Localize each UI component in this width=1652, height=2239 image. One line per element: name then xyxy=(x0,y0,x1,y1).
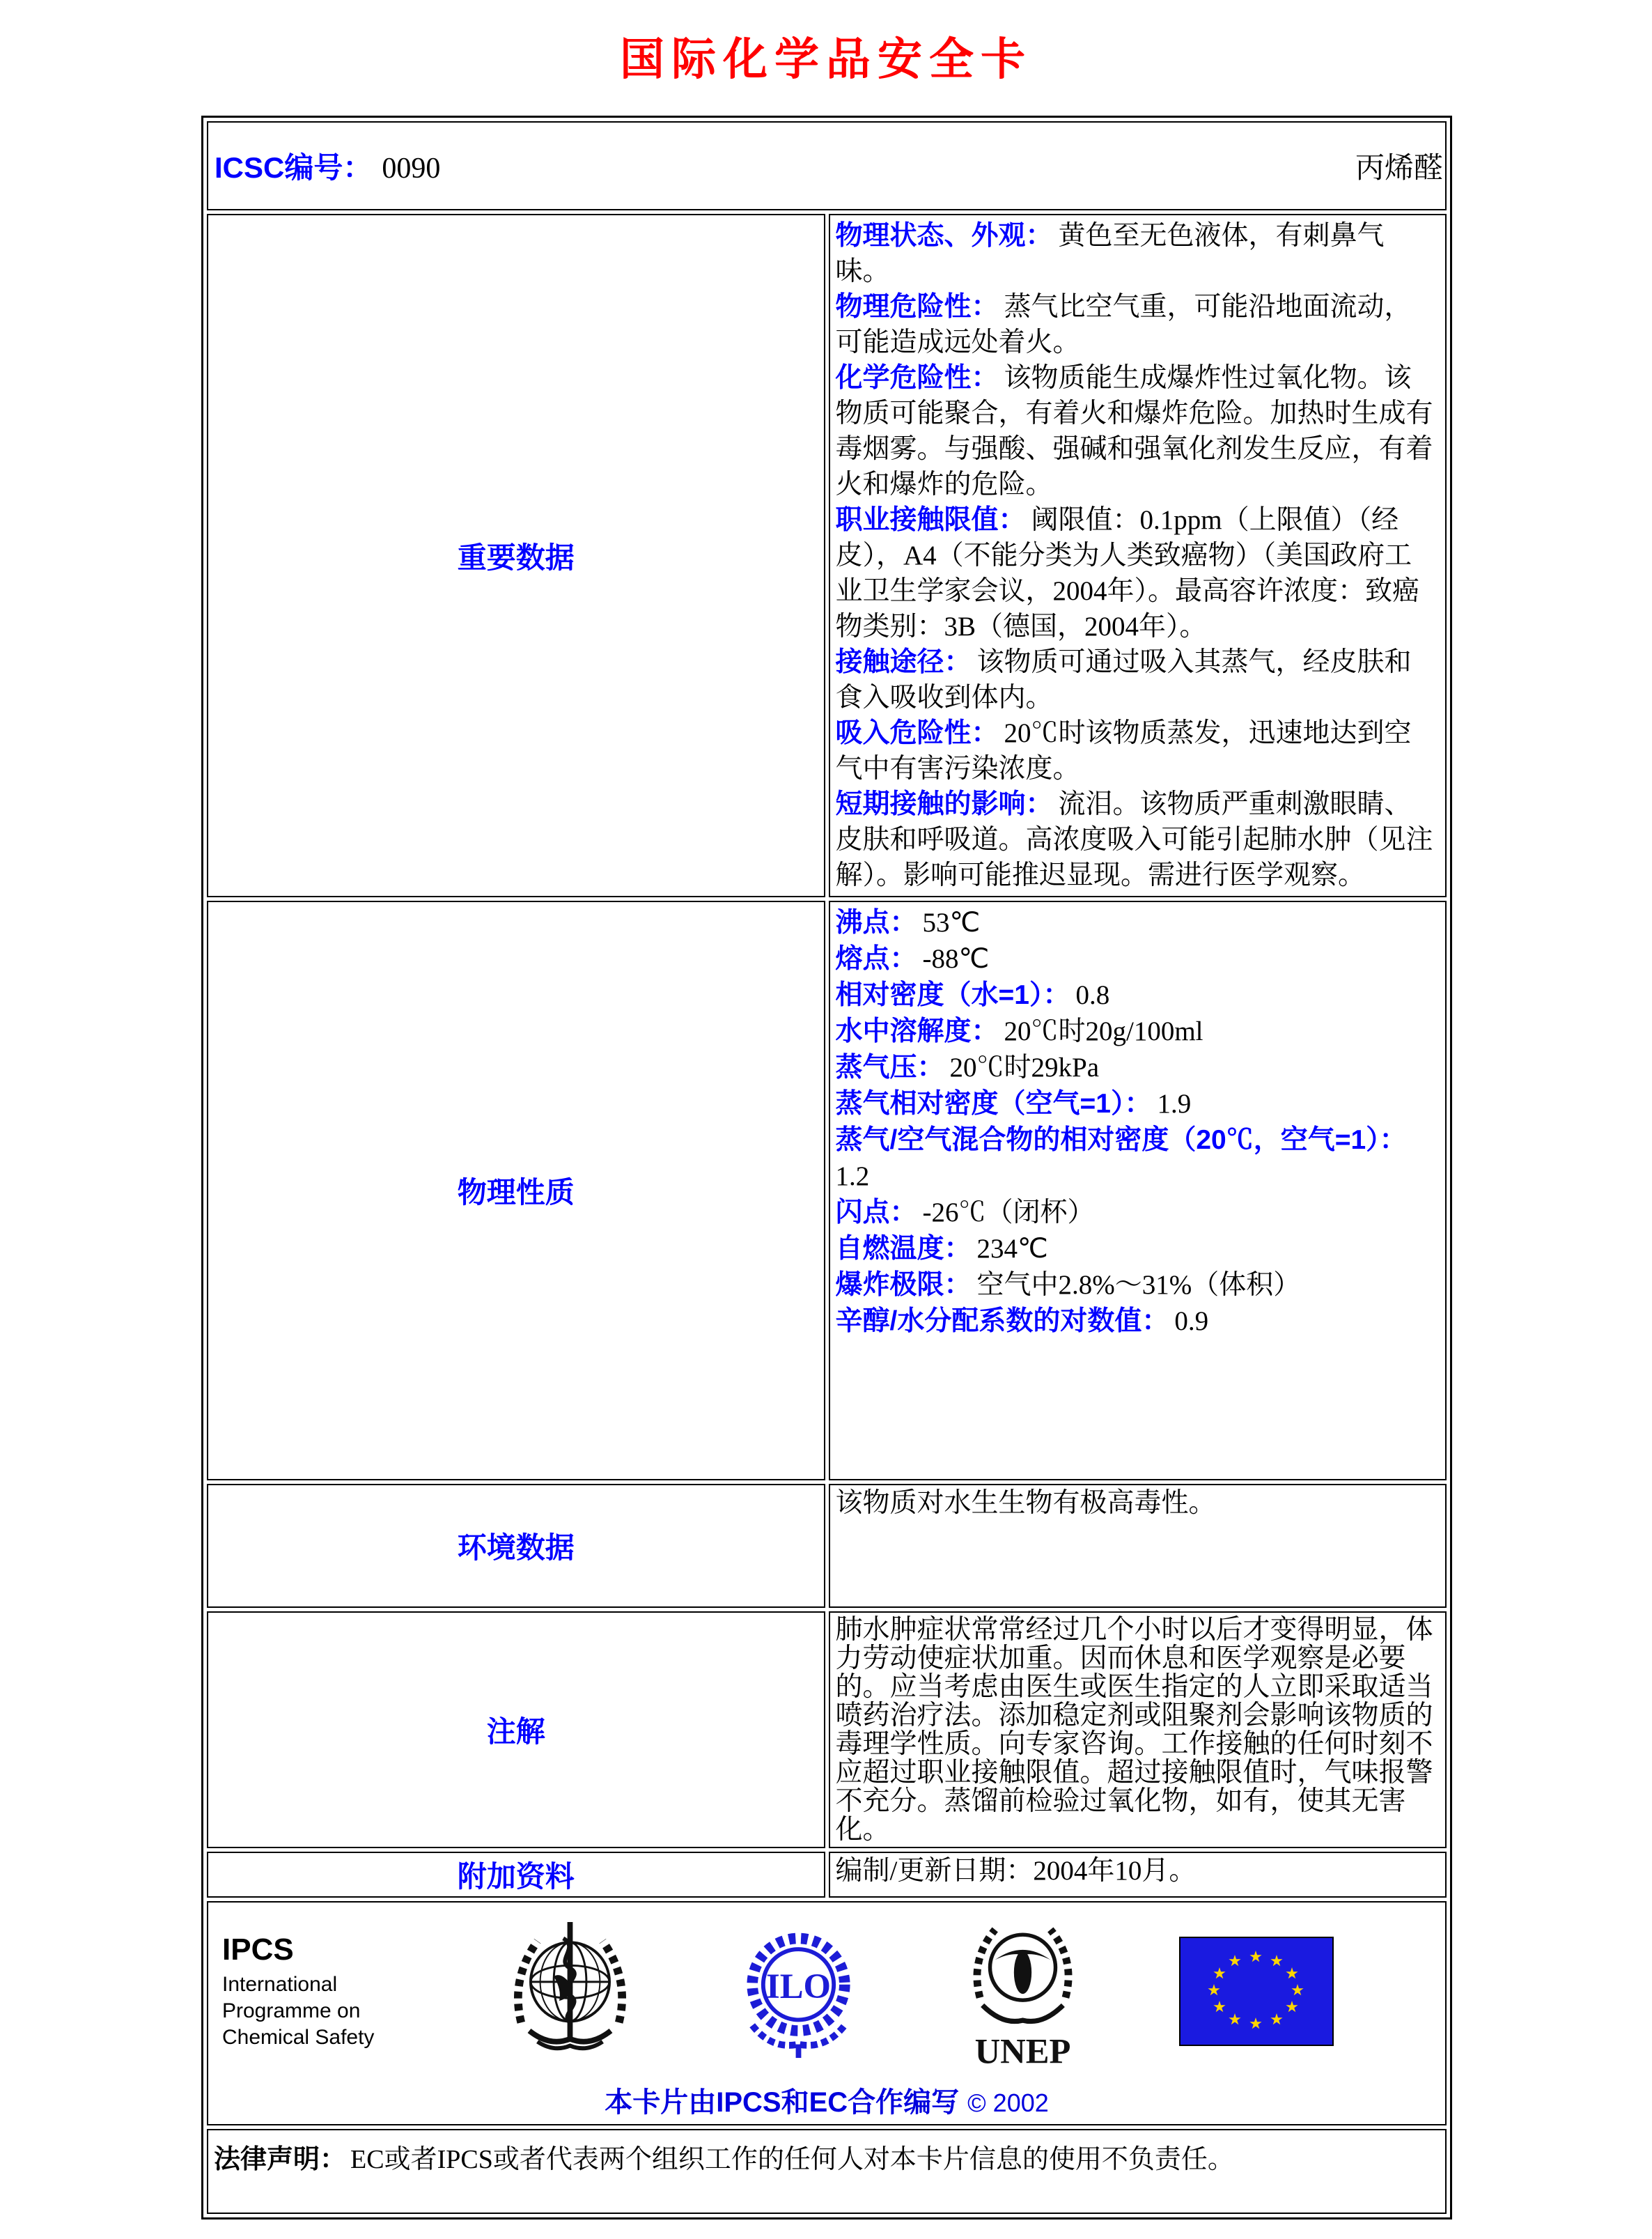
icsc-header-row xyxy=(207,121,1447,210)
field-label: 职业接触限值： xyxy=(835,505,1026,535)
credit-text: 本卡片由IPCS和EC合作编写 xyxy=(605,2087,960,2118)
svg-text:UNEP: UNEP xyxy=(974,2031,1071,2071)
field-text: 黄色至无色液体，有刺鼻气味。 xyxy=(835,221,1385,286)
field-line xyxy=(836,1267,1439,1303)
field-line xyxy=(836,1231,1439,1267)
field-text: 该物质对水生生物有极高毒性。 xyxy=(835,1488,1216,1518)
legal-text: EC或者IPCS或者代表两个组织工作的任何人对本卡片信息的使用不负责任。 xyxy=(350,2145,1234,2174)
field-text: 20℃时20g/100ml xyxy=(1004,1016,1203,1046)
field-line xyxy=(836,644,1439,715)
field-line xyxy=(836,502,1439,644)
legal-label: 法律声明： xyxy=(214,2145,347,2174)
chemical-name: 丙烯醛 xyxy=(1355,153,1443,185)
legal-cell xyxy=(207,2129,1447,2214)
notes-row xyxy=(207,1611,1447,1848)
field-line xyxy=(836,218,1439,289)
who-logo-icon xyxy=(502,1916,638,2066)
field-line xyxy=(836,289,1439,360)
field-label: 自燃温度： xyxy=(835,1234,972,1264)
ipcs-text-block xyxy=(222,1932,410,2051)
environmental-data-row xyxy=(207,1484,1447,1608)
field-text: 空气中2.8%～31%（体积） xyxy=(976,1270,1301,1300)
field-label: 化学危险性： xyxy=(835,363,999,393)
physical-properties-fields xyxy=(836,905,1439,1340)
ipcs-title: IPCS xyxy=(222,1932,294,1967)
field-text: 0.9 xyxy=(1174,1306,1209,1336)
section-label-additional-info: 附加资料 xyxy=(207,1852,825,1898)
field-label: 闪点： xyxy=(835,1198,917,1227)
field-line xyxy=(836,1856,1439,1887)
section-label-important-data: 重要数据 xyxy=(207,214,825,897)
field-text: 编制/更新日期：2004年10月。 xyxy=(835,1856,1197,1886)
field-text: 53℃ xyxy=(922,908,981,938)
field-line xyxy=(836,1050,1439,1086)
field-label: 短期接触的影响： xyxy=(835,789,1053,819)
icsc-header xyxy=(209,123,1444,208)
section-content-additional-info xyxy=(829,1852,1447,1898)
field-line xyxy=(836,715,1439,787)
section-content-environmental-data xyxy=(829,1484,1447,1608)
field-text: 该物质可通过吸入其蒸气，经皮肤和食入吸收到体内。 xyxy=(835,647,1412,713)
field-text: -26℃（闭杯） xyxy=(922,1198,1095,1227)
page-title: 国际化学品安全卡 xyxy=(620,34,1032,84)
unep-logo-icon xyxy=(958,1909,1087,2073)
field-label: 吸入危险性： xyxy=(835,718,999,748)
notes-fields xyxy=(836,1616,1439,1844)
additional-info-fields xyxy=(836,1856,1439,1887)
field-line xyxy=(836,360,1439,502)
field-label: 相对密度（水=1）： xyxy=(835,980,1070,1010)
field-line xyxy=(836,1488,1439,1519)
copyright-text: © 2002 xyxy=(967,2089,1049,2117)
field-text: 1.2 xyxy=(835,1161,870,1191)
section-label-physical-properties: 物理性质 xyxy=(207,901,825,1480)
icsc-number-group xyxy=(215,145,440,187)
credit-line xyxy=(215,2080,1438,2120)
field-text: 蒸气比空气重，可能沿地面流动，可能造成远处着火。 xyxy=(835,292,1412,357)
environmental-data-fields xyxy=(836,1488,1439,1519)
field-line xyxy=(836,787,1439,893)
physical-properties-row xyxy=(207,901,1447,1480)
field-text: 20℃时该物质蒸发，迅速地达到空气中有害污染浓度。 xyxy=(835,718,1412,784)
ilo-logo-icon xyxy=(731,1916,866,2066)
footer-cell xyxy=(207,1901,1447,2125)
field-label: 水中溶解度： xyxy=(835,1016,999,1046)
field-text: 0.8 xyxy=(1075,980,1110,1010)
icsc-number-value: 0090 xyxy=(382,153,441,185)
field-label: 沸点： xyxy=(835,908,917,938)
logos-row xyxy=(215,1907,1438,2073)
field-label: 蒸气压： xyxy=(835,1053,944,1083)
field-label: 熔点： xyxy=(835,944,917,974)
field-label: 接触途径： xyxy=(835,647,972,677)
field-line xyxy=(836,1195,1439,1231)
field-line xyxy=(836,977,1439,1014)
section-content-notes xyxy=(829,1611,1447,1848)
section-content-important-data xyxy=(829,214,1447,897)
field-label: 爆炸极限： xyxy=(835,1270,972,1300)
ipcs-line-3: Chemical Safety xyxy=(222,2025,375,2049)
field-line xyxy=(836,1303,1439,1340)
field-text: 234℃ xyxy=(976,1234,1048,1264)
field-label: 辛醇/水分配系数的对数值： xyxy=(835,1306,1169,1336)
field-line xyxy=(836,1122,1439,1195)
field-line xyxy=(836,1014,1439,1050)
field-text: 1.9 xyxy=(1157,1089,1192,1119)
field-text: 肺水肿症状常常经过几个小时以后才变得明显，体力劳动使症状加重。因而休息和医学观察是必要的。应当考虑由医生或医生指定的人立即采取适当喷药治疗法。添加稳定剂或阻聚剂会影响该物质的毒理学性质。向专家咨询。工作接触的任何时刻不应超过职业接触限值。超过接触限值时，气味报警不充分。蒸馏前检验过氧化物，如有，使其无害化。 xyxy=(835,1615,1433,1845)
ipcs-line-1: International xyxy=(222,1972,338,1996)
field-line xyxy=(836,905,1439,941)
field-line xyxy=(836,941,1439,977)
field-text: 流泪。该物质严重刺激眼睛、皮肤和呼吸道。高浓度吸入可能引起肺水肿（见注解）。影响可能推迟显现。需进行医学观察。 xyxy=(835,789,1433,890)
field-label: 蒸气/空气混合物的相对密度（20℃，空气=1）： xyxy=(835,1125,1407,1155)
card-table xyxy=(203,118,1450,2217)
ipcs-line-2: Programme on xyxy=(222,1999,361,2022)
field-text: -88℃ xyxy=(922,944,990,974)
safety-card xyxy=(201,116,1452,2219)
field-text: 阈限值：0.1ppm（上限值）（经皮），A4（不能分类为人类致癌物）（美国政府工业卫生学家会议，2004年）。最高容许浓度：致癌物类别：3B（德国，2004年）。 xyxy=(835,505,1420,642)
field-line xyxy=(836,1086,1439,1122)
field-text: 20℃时29kPa xyxy=(949,1053,1100,1083)
legal-row xyxy=(207,2129,1447,2214)
important-data-row xyxy=(207,214,1447,897)
field-label: 物理状态、外观： xyxy=(835,221,1053,251)
field-label: 蒸气相对密度（空气=1）： xyxy=(835,1089,1152,1119)
field-line xyxy=(836,1616,1439,1844)
footer-logos-row xyxy=(207,1901,1447,2125)
eu-flag-icon xyxy=(1179,1937,1334,2046)
svg-text:ILO: ILO xyxy=(765,1967,831,2006)
icsc-number-label: ICSC编号： xyxy=(215,151,373,184)
section-content-physical-properties xyxy=(829,901,1447,1480)
field-label: 物理危险性： xyxy=(835,292,999,322)
additional-info-row xyxy=(207,1852,1447,1898)
section-label-environmental-data: 环境数据 xyxy=(207,1484,825,1608)
important-data-fields xyxy=(836,218,1439,893)
section-label-notes: 注解 xyxy=(207,1611,825,1848)
field-text: 该物质能生成爆炸性过氧化物。该物质可能聚合，有着火和爆炸危险。加热时生成有毒烟雾。与强酸、强碱和强氧化剂发生反应，有着火和爆炸的危险。 xyxy=(835,363,1433,499)
